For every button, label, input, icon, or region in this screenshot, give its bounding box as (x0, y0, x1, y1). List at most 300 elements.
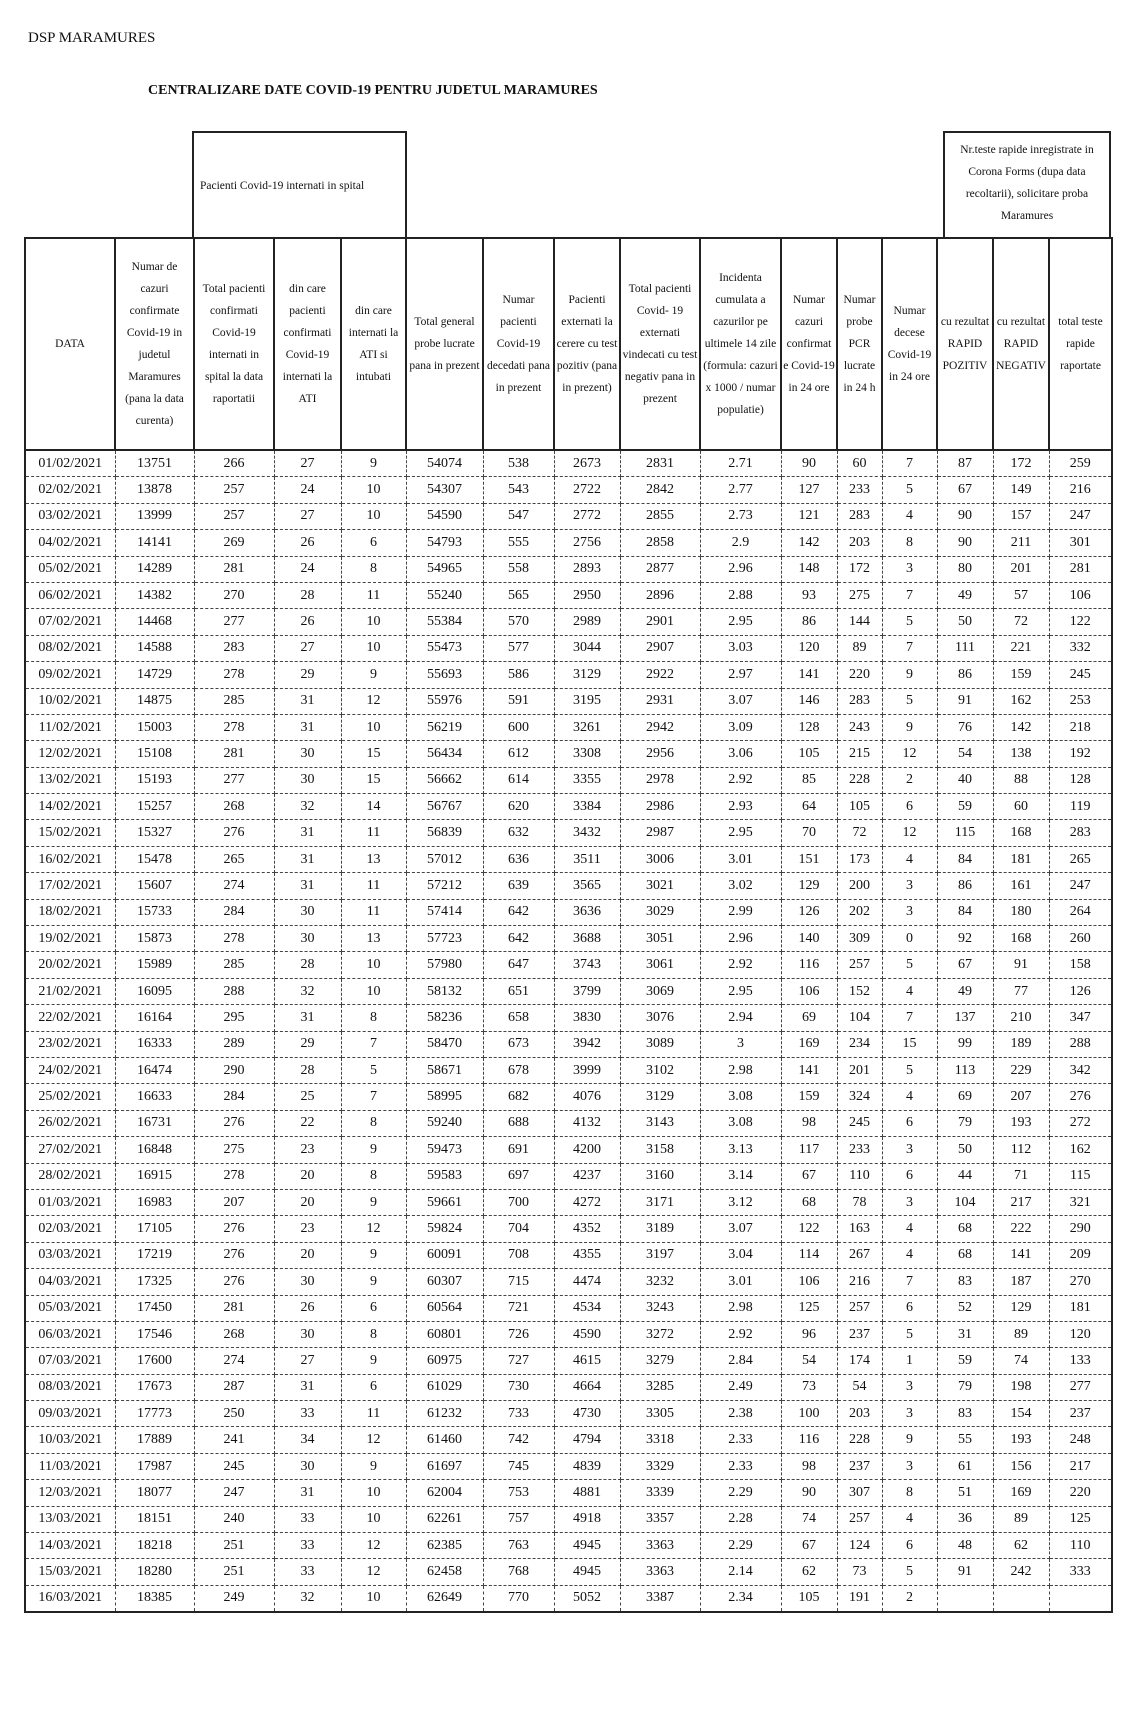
col-header-icu: din care pacienti confirmati Covid-19 internati la ATI (274, 238, 341, 450)
table-cell: 220 (837, 662, 882, 688)
col-header-hospitalized: Total pacienti confirmati Covid-19 internati in spital la data raportatii (194, 238, 274, 450)
table-cell: 115 (1049, 1163, 1112, 1189)
table-cell: 3.13 (700, 1137, 781, 1163)
table-cell: 276 (194, 820, 274, 846)
table-cell: 6 (882, 1295, 937, 1321)
table-cell: 543 (483, 477, 554, 503)
table-cell: 4730 (554, 1401, 620, 1427)
table-body (25, 450, 1112, 1612)
table-cell: 98 (781, 1453, 837, 1479)
table-cell: 67 (937, 952, 993, 978)
table-cell: 33 (274, 1506, 341, 1532)
table-cell: 3061 (620, 952, 700, 978)
table-cell: 169 (781, 1031, 837, 1057)
table-cell: 71 (993, 1163, 1049, 1189)
table-cell: 2.94 (700, 1005, 781, 1031)
table-cell: 4237 (554, 1163, 620, 1189)
table-cell: 248 (1049, 1427, 1112, 1453)
table-cell: 2901 (620, 609, 700, 635)
table-row (25, 794, 1112, 820)
table-cell: 3.02 (700, 873, 781, 899)
table-cell: 84 (937, 899, 993, 925)
table-cell: 2986 (620, 794, 700, 820)
col-header-cumulative-cases: Numar de cazuri confirmate Covid-19 in judetul Maramures (pana la data curenta) (115, 238, 194, 450)
table-cell: 9 (341, 1137, 406, 1163)
table-cell: 2 (882, 1585, 937, 1612)
table-cell: 276 (1049, 1084, 1112, 1110)
table-cell: 99 (937, 1031, 993, 1057)
table-cell: 6 (882, 1163, 937, 1189)
table-cell: 110 (837, 1163, 882, 1189)
table-cell: 31 (274, 820, 341, 846)
table-row (25, 530, 1112, 556)
table-row (25, 873, 1112, 899)
table-cell: 257 (837, 1506, 882, 1532)
table-cell: 3 (882, 873, 937, 899)
table-cell: 60307 (406, 1269, 483, 1295)
table-cell: 3076 (620, 1005, 700, 1031)
date-cell: 13/02/2021 (25, 767, 115, 793)
table-cell: 58671 (406, 1057, 483, 1083)
table-cell: 5052 (554, 1585, 620, 1612)
table-cell: 126 (1049, 978, 1112, 1004)
table-cell: 27 (274, 503, 341, 529)
table-cell: 59473 (406, 1137, 483, 1163)
table-cell: 216 (837, 1269, 882, 1295)
table-cell: 276 (194, 1242, 274, 1268)
table-cell: 13 (341, 926, 406, 952)
table-cell: 15873 (115, 926, 194, 952)
date-cell: 05/02/2021 (25, 556, 115, 582)
table-cell: 591 (483, 688, 554, 714)
table-cell: 22 (274, 1110, 341, 1136)
table-cell: 11 (341, 1401, 406, 1427)
table-cell: 16095 (115, 978, 194, 1004)
table-cell: 278 (194, 714, 274, 740)
table-cell: 6 (341, 1374, 406, 1400)
col-header-rapid-negative: cu rezultat RAPID NEGATIV (993, 238, 1049, 450)
table-cell: 277 (1049, 1374, 1112, 1400)
table-cell: 14289 (115, 556, 194, 582)
table-cell: 31 (937, 1321, 993, 1347)
table-row (25, 952, 1112, 978)
table-cell: 129 (993, 1295, 1049, 1321)
table-cell: 17325 (115, 1269, 194, 1295)
table-cell: 3688 (554, 926, 620, 952)
table-cell: 10 (341, 978, 406, 1004)
table-cell: 67 (937, 477, 993, 503)
table-cell: 89 (993, 1506, 1049, 1532)
table-cell: 3160 (620, 1163, 700, 1189)
date-cell: 04/03/2021 (25, 1269, 115, 1295)
table-cell: 10 (341, 1480, 406, 1506)
table-cell: 17987 (115, 1453, 194, 1479)
col-header-daily-deaths: Numar decese Covid-19 in 24 ore (882, 238, 937, 450)
table-cell: 15 (882, 1031, 937, 1057)
table-cell: 116 (781, 952, 837, 978)
date-cell: 21/02/2021 (25, 978, 115, 1004)
table-cell: 211 (993, 530, 1049, 556)
date-cell: 06/02/2021 (25, 582, 115, 608)
col-header-discharged-positive: Pacienti externati la cerere cu test pozitiv (pana in prezent) (554, 238, 620, 450)
table-cell: 92 (937, 926, 993, 952)
table-cell: 284 (194, 899, 274, 925)
table-cell: 3189 (620, 1216, 700, 1242)
table-cell: 100 (781, 1401, 837, 1427)
table-cell: 106 (781, 1269, 837, 1295)
table-cell: 181 (1049, 1295, 1112, 1321)
table-cell: 30 (274, 1269, 341, 1295)
table-cell: 547 (483, 503, 554, 529)
table-cell: 56662 (406, 767, 483, 793)
date-cell: 08/03/2021 (25, 1374, 115, 1400)
date-cell: 01/03/2021 (25, 1189, 115, 1215)
table-cell: 116 (781, 1427, 837, 1453)
table-cell: 4590 (554, 1321, 620, 1347)
table-row (25, 556, 1112, 582)
table-cell: 187 (993, 1269, 1049, 1295)
table-cell: 259 (1049, 450, 1112, 477)
table-cell: 78 (837, 1189, 882, 1215)
table-cell: 207 (993, 1084, 1049, 1110)
table-cell: 61232 (406, 1401, 483, 1427)
table-cell: 168 (993, 926, 1049, 952)
table-cell: 16915 (115, 1163, 194, 1189)
table-cell: 59661 (406, 1189, 483, 1215)
table-cell: 9 (882, 662, 937, 688)
date-cell: 20/02/2021 (25, 952, 115, 978)
table-cell: 4918 (554, 1506, 620, 1532)
table-cell: 2893 (554, 556, 620, 582)
table-cell: 17450 (115, 1295, 194, 1321)
table-cell: 2978 (620, 767, 700, 793)
table-cell: 86 (781, 609, 837, 635)
date-cell: 07/03/2021 (25, 1348, 115, 1374)
table-cell: 237 (837, 1321, 882, 1347)
table-cell: 4881 (554, 1480, 620, 1506)
table-cell: 56434 (406, 741, 483, 767)
col-header-daily-pcr: Numar probe PCR lucrate in 24 h (837, 238, 882, 450)
table-cell: 275 (837, 582, 882, 608)
table-cell: 288 (1049, 1031, 1112, 1057)
table-cell: 6 (882, 1110, 937, 1136)
table-cell: 10 (341, 714, 406, 740)
table-cell: 678 (483, 1057, 554, 1083)
table-cell: 57414 (406, 899, 483, 925)
table-cell: 172 (837, 556, 882, 582)
table-cell: 281 (194, 556, 274, 582)
table-cell: 276 (194, 1269, 274, 1295)
table-cell: 68 (937, 1242, 993, 1268)
table-cell: 159 (781, 1084, 837, 1110)
table-cell: 265 (194, 846, 274, 872)
col-header-rapid-total: total teste rapide raportate (1049, 238, 1112, 450)
table-cell: 2.84 (700, 1348, 781, 1374)
table-cell: 217 (993, 1189, 1049, 1215)
table-cell: 3339 (620, 1480, 700, 1506)
table-cell: 9 (341, 1453, 406, 1479)
hospital-group-header: Pacienti Covid-19 internati in spital (192, 131, 407, 238)
table-cell: 207 (194, 1189, 274, 1215)
table-cell: 158 (1049, 952, 1112, 978)
table-cell: 283 (837, 688, 882, 714)
table-cell: 98 (781, 1110, 837, 1136)
table-cell: 30 (274, 1321, 341, 1347)
table-cell: 228 (837, 767, 882, 793)
table-cell: 105 (781, 1585, 837, 1612)
table-cell: 2.34 (700, 1585, 781, 1612)
table-cell: 198 (993, 1374, 1049, 1400)
table-cell: 276 (194, 1110, 274, 1136)
table-cell: 55384 (406, 609, 483, 635)
table-cell: 62649 (406, 1585, 483, 1612)
table-cell: 278 (194, 662, 274, 688)
table-cell: 289 (194, 1031, 274, 1057)
table-cell: 26 (274, 1295, 341, 1321)
table-cell: 162 (1049, 1137, 1112, 1163)
table-cell: 11 (341, 820, 406, 846)
date-cell: 08/02/2021 (25, 635, 115, 661)
table-row (25, 820, 1112, 846)
table-cell: 3432 (554, 820, 620, 846)
table-cell: 283 (1049, 820, 1112, 846)
table-cell: 34 (274, 1427, 341, 1453)
table-cell: 9 (341, 1189, 406, 1215)
table-row (25, 1110, 1112, 1136)
table-cell: 121 (781, 503, 837, 529)
table-cell (1049, 1585, 1112, 1612)
table-cell: 23 (274, 1137, 341, 1163)
table-cell: 742 (483, 1427, 554, 1453)
date-cell: 05/03/2021 (25, 1295, 115, 1321)
table-cell: 90 (937, 530, 993, 556)
table-cell: 2956 (620, 741, 700, 767)
col-header-deaths: Numar pacienti Covid-19 decedati pana in prezent (483, 238, 554, 450)
date-cell: 06/03/2021 (25, 1321, 115, 1347)
table-cell: 60801 (406, 1321, 483, 1347)
table-cell: 1 (882, 1348, 937, 1374)
table-cell: 11 (341, 582, 406, 608)
table-cell: 193 (993, 1110, 1049, 1136)
table-cell: 15193 (115, 767, 194, 793)
table-cell: 249 (194, 1585, 274, 1612)
date-cell: 24/02/2021 (25, 1057, 115, 1083)
table-cell: 233 (837, 1137, 882, 1163)
table-cell: 15478 (115, 846, 194, 872)
table-cell: 60 (993, 794, 1049, 820)
table-cell: 6 (341, 1295, 406, 1321)
table-cell: 3171 (620, 1189, 700, 1215)
table-cell: 10 (341, 635, 406, 661)
table-cell: 4352 (554, 1216, 620, 1242)
table-cell: 14141 (115, 530, 194, 556)
table-cell: 257 (194, 477, 274, 503)
table-cell (993, 1585, 1049, 1612)
table-cell: 60 (837, 450, 882, 477)
table-cell: 2.73 (700, 503, 781, 529)
table-cell: 265 (1049, 846, 1112, 872)
table-cell: 3565 (554, 873, 620, 899)
table-cell: 50 (937, 609, 993, 635)
table-cell: 203 (837, 1401, 882, 1427)
table-cell: 770 (483, 1585, 554, 1612)
table-row (25, 899, 1112, 925)
table-cell: 27 (274, 1348, 341, 1374)
table-cell: 105 (781, 741, 837, 767)
table-cell: 264 (1049, 899, 1112, 925)
table-cell: 688 (483, 1110, 554, 1136)
table-cell: 4200 (554, 1137, 620, 1163)
organization-name: DSP MARAMURES (28, 30, 156, 46)
table-cell: 6 (882, 794, 937, 820)
table-cell: 59 (937, 1348, 993, 1374)
table-cell: 193 (993, 1427, 1049, 1453)
table-cell: 2907 (620, 635, 700, 661)
table-cell: 245 (837, 1110, 882, 1136)
table-cell: 3021 (620, 873, 700, 899)
table-cell: 285 (194, 688, 274, 714)
table-cell: 141 (781, 662, 837, 688)
table-cell: 3197 (620, 1242, 700, 1268)
table-cell: 757 (483, 1506, 554, 1532)
table-row (25, 662, 1112, 688)
table-cell: 91 (993, 952, 1049, 978)
table-cell: 126 (781, 899, 837, 925)
table-cell: 2858 (620, 530, 700, 556)
table-cell: 3285 (620, 1374, 700, 1400)
table-cell: 77 (993, 978, 1049, 1004)
table-cell: 209 (1049, 1242, 1112, 1268)
table-cell: 5 (882, 952, 937, 978)
table-cell: 159 (993, 662, 1049, 688)
date-cell: 15/02/2021 (25, 820, 115, 846)
table-cell: 708 (483, 1242, 554, 1268)
date-cell: 14/03/2021 (25, 1533, 115, 1559)
table-cell: 3308 (554, 741, 620, 767)
table-cell: 2.77 (700, 477, 781, 503)
table-cell: 68 (937, 1216, 993, 1242)
table-cell: 48 (937, 1533, 993, 1559)
table-cell: 54590 (406, 503, 483, 529)
header-row (25, 238, 1112, 450)
table-cell: 157 (993, 503, 1049, 529)
table-row (25, 1242, 1112, 1268)
table-cell: 3363 (620, 1533, 700, 1559)
table-row (25, 688, 1112, 714)
date-cell: 14/02/2021 (25, 794, 115, 820)
date-cell: 11/02/2021 (25, 714, 115, 740)
table-cell: 281 (1049, 556, 1112, 582)
table-cell: 105 (837, 794, 882, 820)
table-cell: 122 (781, 1216, 837, 1242)
table-cell: 32 (274, 794, 341, 820)
table-cell: 13 (341, 846, 406, 872)
table-cell: 10 (341, 1585, 406, 1612)
table-cell: 60091 (406, 1242, 483, 1268)
date-cell: 26/02/2021 (25, 1110, 115, 1136)
table-cell: 69 (937, 1084, 993, 1110)
table-cell: 221 (993, 635, 1049, 661)
table-cell: 9 (882, 714, 937, 740)
table-cell: 14729 (115, 662, 194, 688)
table-cell: 54 (837, 1374, 882, 1400)
table-cell: 79 (937, 1110, 993, 1136)
table-cell: 14875 (115, 688, 194, 714)
table-cell: 24 (274, 556, 341, 582)
table-row (25, 1374, 1112, 1400)
table-cell: 577 (483, 635, 554, 661)
table-row (25, 1559, 1112, 1585)
table-cell: 2942 (620, 714, 700, 740)
table-row (25, 1005, 1112, 1031)
date-cell: 16/02/2021 (25, 846, 115, 872)
table-cell: 4534 (554, 1295, 620, 1321)
table-cell: 2950 (554, 582, 620, 608)
table-cell: 86 (937, 873, 993, 899)
table-cell: 106 (781, 978, 837, 1004)
table-cell: 9 (341, 450, 406, 477)
table-cell: 2989 (554, 609, 620, 635)
table-cell: 12 (882, 741, 937, 767)
table-cell: 8 (341, 1005, 406, 1031)
date-cell: 19/02/2021 (25, 926, 115, 952)
table-row (25, 1057, 1112, 1083)
date-cell: 23/02/2021 (25, 1031, 115, 1057)
table-cell: 72 (993, 609, 1049, 635)
table-cell: 127 (781, 477, 837, 503)
table-cell: 54 (781, 1348, 837, 1374)
table-cell: 31 (274, 873, 341, 899)
table-cell: 243 (837, 714, 882, 740)
table-cell: 5 (882, 688, 937, 714)
table-cell: 3232 (620, 1269, 700, 1295)
date-cell: 07/02/2021 (25, 609, 115, 635)
table-cell: 8 (341, 1110, 406, 1136)
date-cell: 25/02/2021 (25, 1084, 115, 1110)
table-cell: 15327 (115, 820, 194, 846)
table-cell: 3384 (554, 794, 620, 820)
table-row (25, 1533, 1112, 1559)
table-cell: 733 (483, 1401, 554, 1427)
table-cell: 15 (341, 767, 406, 793)
table-cell: 3.07 (700, 1216, 781, 1242)
table-row (25, 1295, 1112, 1321)
table-row (25, 1216, 1112, 1242)
table-cell: 67 (781, 1533, 837, 1559)
table-cell: 237 (1049, 1401, 1112, 1427)
col-header-incidence: Incidenta cumulata a cazurilor pe ultimele 14 zile (formula: cazuri x 1000 / numar populatie) (700, 238, 781, 450)
col-header-intubated: din care internati la ATI si intubati (341, 238, 406, 450)
table-cell: 200 (837, 873, 882, 899)
table-cell: 639 (483, 873, 554, 899)
table-cell: 730 (483, 1374, 554, 1400)
table-cell: 4 (882, 1242, 937, 1268)
table-cell: 56767 (406, 794, 483, 820)
table-cell: 18385 (115, 1585, 194, 1612)
table-cell: 10 (341, 1506, 406, 1532)
table-cell: 3051 (620, 926, 700, 952)
table-cell: 3.08 (700, 1084, 781, 1110)
table-cell: 90 (781, 1480, 837, 1506)
table-cell: 62385 (406, 1533, 483, 1559)
table-cell: 342 (1049, 1057, 1112, 1083)
table-cell: 2877 (620, 556, 700, 582)
table-cell: 2.96 (700, 926, 781, 952)
table-cell: 3 (882, 1401, 937, 1427)
table-cell: 3 (882, 556, 937, 582)
table-cell: 3 (882, 899, 937, 925)
table-cell: 5 (882, 609, 937, 635)
